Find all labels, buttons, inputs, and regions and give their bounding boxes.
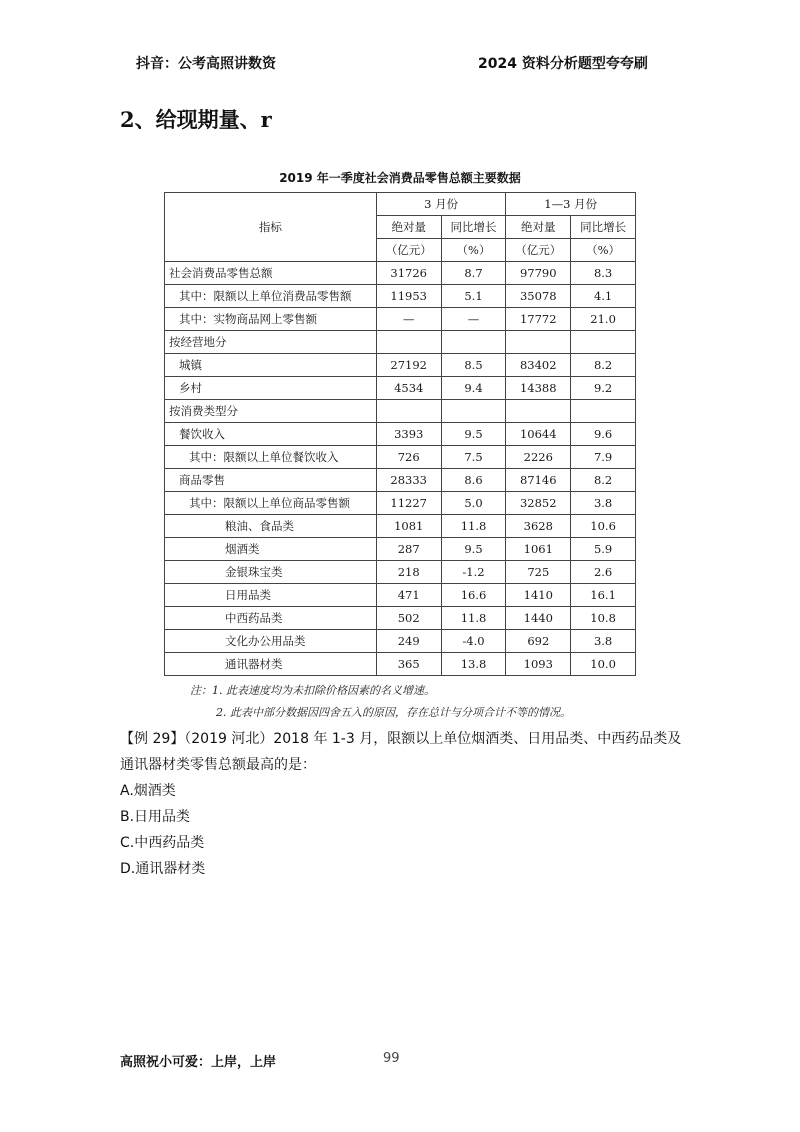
cell-march-growth: 16.6 [441,584,506,607]
cell-q1-abs: 83402 [506,354,571,377]
question-stem: 2018 年 1-3 月，限额以上单位烟酒类、日用品类、中西药品类及通讯器材类零售总额最高的是： [120,731,682,773]
cell-march-abs [376,400,441,423]
cell-march-growth: 8.5 [441,354,506,377]
cell-march-growth: — [441,308,506,331]
table-row [165,308,636,331]
cell-march-abs: 365 [376,653,441,676]
row-label: 按消费类型分 [165,400,377,423]
option-b: B.日用品类 [120,809,191,825]
cell-q1-growth: 9.6 [571,423,636,446]
unit-header-march-abs: （亿元） [376,239,441,262]
table-row [165,492,636,515]
cell-march-growth: 13.8 [441,653,506,676]
cell-q1-growth: 10.0 [571,653,636,676]
cell-march-abs: 726 [376,446,441,469]
header-right-text: 2024 资料分析题型夸夸刷 [478,56,648,72]
cell-march-growth: 9.5 [441,423,506,446]
row-label: 烟酒类 [165,538,377,561]
cell-march-growth: 11.8 [441,607,506,630]
unit-header-q1-abs: （亿元） [506,239,571,262]
row-label: 其中：实物商品网上零售额 [165,308,377,331]
cell-q1-abs [506,400,571,423]
row-label: 其中：限额以上单位商品零售额 [165,492,377,515]
row-label: 中西药品类 [165,607,377,630]
cell-q1-growth: 8.2 [571,469,636,492]
table-row [165,469,636,492]
option-c: C.中西药品类 [120,835,205,851]
cell-q1-growth: 10.8 [571,607,636,630]
question-block [120,726,690,882]
row-label: 金银珠宝类 [165,561,377,584]
group-header-q1: 1—3 月份 [506,193,636,216]
cell-march-abs: 4534 [376,377,441,400]
group-header-march: 3 月份 [376,193,506,216]
row-label: 社会消费品零售总额 [165,262,377,285]
question-tag: 【例 29】 [120,731,185,747]
section-title: 2、给现期量、r [120,107,272,132]
cell-march-abs: — [376,308,441,331]
table-row [165,400,636,423]
cell-q1-growth: 8.2 [571,354,636,377]
cell-q1-growth: 10.6 [571,515,636,538]
table-row [165,446,636,469]
question-source: （2019 河北） [184,731,274,747]
col-indicator-header: 指标 [165,193,377,262]
cell-q1-abs: 725 [506,561,571,584]
cell-march-abs [376,331,441,354]
cell-q1-abs: 1440 [506,607,571,630]
cell-march-growth: 9.5 [441,538,506,561]
col-header-q1-abs: 绝对量 [506,216,571,239]
cell-q1-abs [506,331,571,354]
cell-march-growth: 11.8 [441,515,506,538]
data-table [164,192,636,676]
cell-march-growth [441,331,506,354]
col-header-march-abs: 绝对量 [376,216,441,239]
unit-header-q1-growth: （%） [571,239,636,262]
note-2: 2. 此表中部分数据因四舍五入的原因，存在总计与分项合计不等的情况。 [216,706,571,719]
cell-q1-abs: 87146 [506,469,571,492]
cell-march-abs: 3393 [376,423,441,446]
page-number: 99 [383,1051,400,1066]
cell-q1-abs: 3628 [506,515,571,538]
col-header-q1-growth: 同比增长 [571,216,636,239]
cell-q1-abs: 1061 [506,538,571,561]
cell-q1-growth: 3.8 [571,492,636,515]
cell-march-abs: 502 [376,607,441,630]
cell-march-growth: -4.0 [441,630,506,653]
table-row [165,584,636,607]
footer-slogan: 高照祝小可爱：上岸，上岸 [120,1055,277,1070]
row-label: 餐饮收入 [165,423,377,446]
table-row [165,285,636,308]
row-label: 商品零售 [165,469,377,492]
cell-march-abs: 287 [376,538,441,561]
table-title: 2019 年一季度社会消费品零售总额主要数据 [279,171,521,185]
cell-q1-abs: 32852 [506,492,571,515]
row-label: 乡村 [165,377,377,400]
cell-march-growth: 5.0 [441,492,506,515]
row-label: 按经营地分 [165,331,377,354]
cell-q1-growth [571,400,636,423]
cell-march-abs: 471 [376,584,441,607]
cell-q1-growth: 2.6 [571,561,636,584]
col-header-march-growth: 同比增长 [441,216,506,239]
table-row [165,423,636,446]
cell-q1-growth: 8.3 [571,262,636,285]
cell-march-abs: 31726 [376,262,441,285]
cell-q1-abs: 10644 [506,423,571,446]
cell-march-growth: -1.2 [441,561,506,584]
table-row [165,354,636,377]
row-label: 其中：限额以上单位餐饮收入 [165,446,377,469]
table-row [165,607,636,630]
cell-q1-growth: 4.1 [571,285,636,308]
cell-q1-abs: 1093 [506,653,571,676]
cell-q1-abs: 97790 [506,262,571,285]
cell-q1-growth: 16.1 [571,584,636,607]
row-label: 文化办公用品类 [165,630,377,653]
table-row [165,630,636,653]
cell-q1-abs: 2226 [506,446,571,469]
cell-q1-abs: 14388 [506,377,571,400]
option-d: D.通讯器材类 [120,861,206,877]
cell-q1-growth: 3.8 [571,630,636,653]
table-row [165,515,636,538]
table-row [165,561,636,584]
row-label: 通讯器材类 [165,653,377,676]
cell-march-abs: 27192 [376,354,441,377]
cell-q1-growth: 9.2 [571,377,636,400]
row-label: 日用品类 [165,584,377,607]
table-row [165,653,636,676]
unit-header-march-growth: （%） [441,239,506,262]
cell-q1-abs: 35078 [506,285,571,308]
cell-q1-abs: 1410 [506,584,571,607]
cell-march-abs: 218 [376,561,441,584]
option-a: A.烟酒类 [120,783,176,799]
table-body [165,262,636,676]
row-label: 其中：限额以上单位消费品零售额 [165,285,377,308]
cell-march-abs: 11953 [376,285,441,308]
table-row [165,262,636,285]
header-left-text: 抖音：公考高照讲数资 [136,56,276,72]
cell-q1-abs: 692 [506,630,571,653]
table-notes [190,680,571,724]
cell-q1-growth [571,331,636,354]
cell-march-growth [441,400,506,423]
cell-march-abs: 1081 [376,515,441,538]
cell-march-growth: 5.1 [441,285,506,308]
cell-march-abs: 28333 [376,469,441,492]
table-row [165,538,636,561]
cell-q1-abs: 17772 [506,308,571,331]
cell-march-abs: 11227 [376,492,441,515]
cell-march-growth: 8.7 [441,262,506,285]
note-1: 注：1. 此表速度均为未扣除价格因素的名义增速。 [190,684,435,697]
row-label: 城镇 [165,354,377,377]
cell-march-growth: 7.5 [441,446,506,469]
cell-march-growth: 9.4 [441,377,506,400]
cell-q1-growth: 5.9 [571,538,636,561]
row-label: 粮油、食品类 [165,515,377,538]
cell-march-abs: 249 [376,630,441,653]
table-row [165,377,636,400]
cell-q1-growth: 7.9 [571,446,636,469]
cell-q1-growth: 21.0 [571,308,636,331]
table-row [165,331,636,354]
cell-march-growth: 8.6 [441,469,506,492]
